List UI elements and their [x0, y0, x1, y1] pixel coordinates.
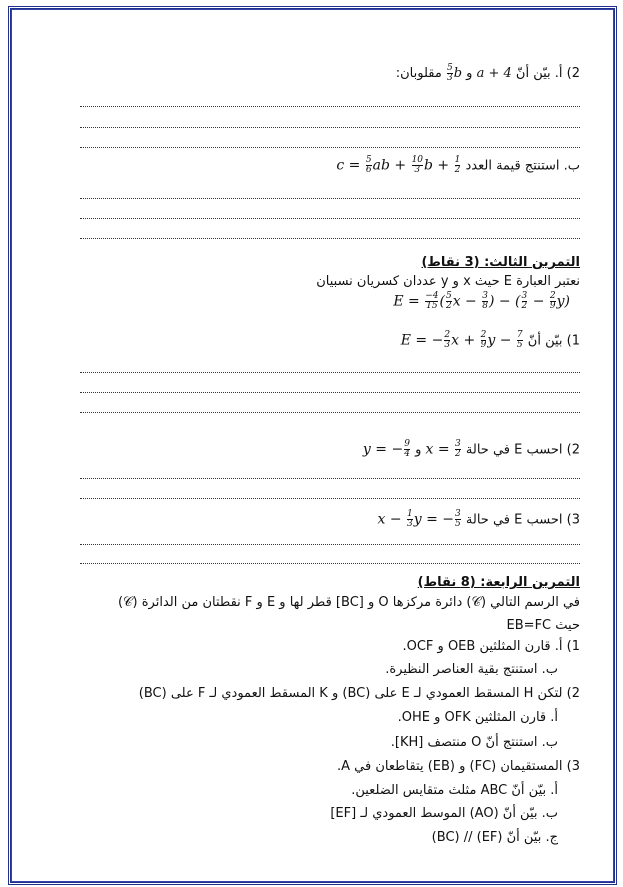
ex4-question-1a: 1) أ. قارن المثلثين OEB و OCF. [402, 639, 580, 654]
ex4-intro: في الرسم التالي (𝒞) دائرة مركزها O و [BC] قطر لها و E و F نقطتان من الدائرة (𝒞) [117, 595, 580, 610]
answer-line [80, 106, 580, 107]
answer-line [80, 544, 580, 545]
ex4-question-2b: ب. استنتج أنّ O منتصف [KH]. [390, 735, 558, 750]
answer-line [80, 127, 580, 128]
ex3-question-2: 2) احسب E في حالة x = $\frac{3}{2}$ و y = − $\frac{9}{4}$ [362, 439, 580, 459]
ex4-title: التمرين الرابعة: (8 نقاط) [417, 575, 580, 590]
ex2-question-2b: ب. استنتج قيمة العدد c = $\frac{5}{6}$ ab + $\frac{10}{3}$ b + $\frac{1}{2}$ [336, 155, 580, 175]
answer-line [80, 372, 580, 373]
ex4-question-2a: أ. قارن المثلثين OFK و OHE. [397, 710, 558, 725]
answer-line [80, 218, 580, 219]
ex4-question-3a: أ. بيّن أنّ ABC مثلث متقايس الضلعين. [351, 783, 558, 798]
answer-line [80, 498, 580, 499]
ex2-question-2a: 2) أ. بيّن أنّ a + 4 و $\frac{5}{3}$ b مقلوبان: [395, 63, 580, 83]
answer-line [80, 412, 580, 413]
answer-line [80, 147, 580, 148]
ex3-question-1: 1) بيّن أنّ E = − $\frac{2}{3}$ x + $\frac{2}{9}$ y − $\frac{7}{5}$ [400, 330, 580, 350]
ex3-title: التمرين الثالث: (3 نقاط) [421, 255, 580, 270]
ex4-question-2: 2) لتكن H المسقط العمودي لـ E على (BC) و K المسقط العمودي لـ F على (BC) [138, 686, 580, 701]
expression-E-definition: E = $\frac{-4}{15}$ ( $\frac{5}{2}$ x − $\frac{3}{8}$ ) − ( $\frac{3}{2}$ − $\frac{2}{9}$ y) [393, 291, 570, 311]
answer-line [80, 392, 580, 393]
ex4-question-3b: ب. بيّن أنّ (AO) الموسط العمودي لـ [EF] [330, 806, 558, 821]
ex4-question-3c: ج. بيّن أنّ (EF) // (BC) [431, 830, 558, 845]
worksheet-page [40, 0, 580, 887]
ex3-intro: نعتبر العبارة E حيث x و y عددان كسريان نسبيان [316, 274, 580, 289]
answer-line [80, 238, 580, 239]
answer-line [80, 478, 580, 479]
answer-line [80, 198, 580, 199]
ex4-question-3: 3) المستقيمان (FC) و (EB) يتقاطعان في A. [337, 759, 580, 774]
ex4-question-1b: ب. استنتج بقية العناصر النظيرة. [385, 662, 558, 677]
ex3-question-3: 3) احسب E في حالة x − $\frac{1}{3}$ y = − $\frac{3}{5}$ [377, 509, 580, 529]
answer-line [80, 563, 580, 564]
ex4-intro-condition: حيث EB=FC [506, 618, 580, 633]
